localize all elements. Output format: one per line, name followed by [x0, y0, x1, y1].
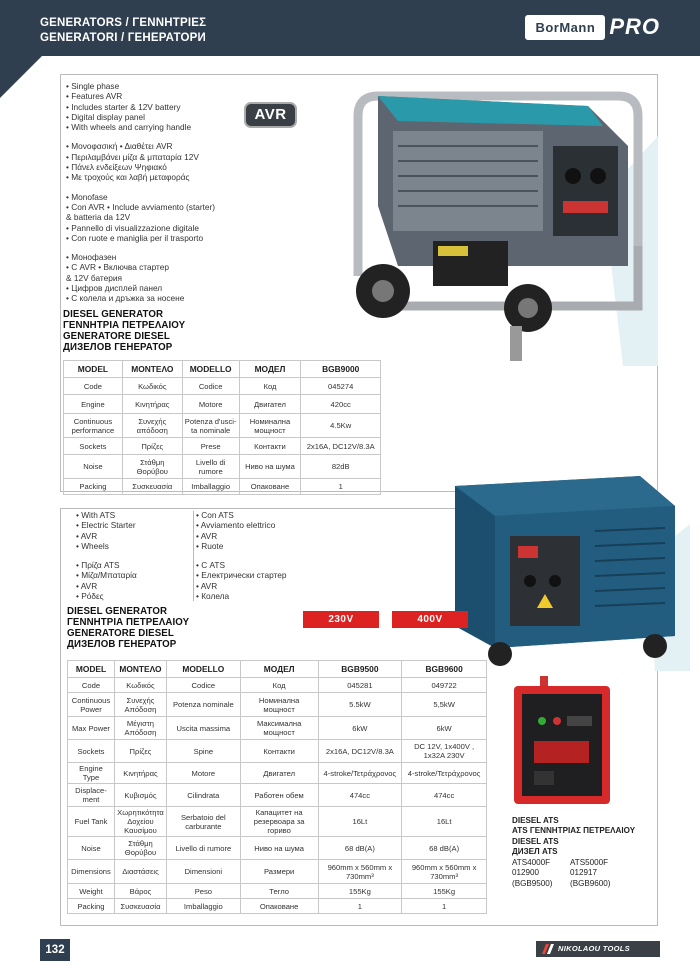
cell: Dimensions	[68, 860, 115, 884]
bormann-pro-logo	[525, 14, 660, 40]
cell: 6kW	[402, 717, 487, 740]
feature2-l-5: • Πρίζα ATS	[76, 560, 120, 571]
cell: Cilindrata	[166, 784, 240, 807]
cell: Continuous Power	[68, 693, 115, 717]
cell: Spine	[166, 740, 240, 763]
ats-model-1	[512, 858, 570, 889]
product2-title-it: GENERATORE DIESEL	[67, 628, 174, 639]
cell: DC 12V, 1x400V , 1x32A 230V	[402, 740, 487, 763]
feature2-l-6: • Μίζα/Μπαταρία	[76, 570, 137, 581]
feature-it-2: & batteria da 12V	[66, 212, 131, 223]
col-bgb9500: BGB9500	[318, 661, 402, 678]
cell: 6kW	[318, 717, 402, 740]
table-row	[68, 740, 487, 763]
cell: Engine Type	[68, 763, 115, 784]
cell: 049722	[402, 678, 487, 693]
feature-bg-0: • Монофазен	[66, 252, 117, 263]
feature2-r-1: • Avviamento elettrico	[196, 520, 276, 531]
cell: Πρίζες	[114, 740, 166, 763]
cell: Sockets	[68, 740, 115, 763]
cell: Livello di rumore	[182, 455, 239, 479]
cell: 4-stroke/Τετράχρονος	[318, 763, 402, 784]
feature-gr-2: • Πάνελ ενδείξεων Ψηφιακό	[66, 162, 167, 173]
col-bgb9600: BGB9600	[402, 661, 487, 678]
cell: Опаковане	[239, 479, 301, 495]
cell: Displace-ment	[68, 784, 115, 807]
nikolaou-logo-icon	[542, 944, 554, 954]
cell: Κωδικός	[114, 678, 166, 693]
table-row	[64, 378, 381, 395]
feature2-r-6: • Електрически стартер	[196, 570, 287, 581]
cell: Βάρος	[114, 884, 166, 899]
footer-brand: NIKOLAOU TOOLS	[558, 944, 630, 953]
table-row	[68, 763, 487, 784]
cell: 1	[402, 899, 487, 914]
cell: Κινητήρας	[122, 395, 182, 414]
product1-title-en: DIESEL GENERATOR	[63, 309, 164, 320]
feature2-r-3: • Ruote	[196, 540, 224, 551]
cell: 155Kg	[402, 884, 487, 899]
cell: 474cc	[318, 784, 402, 807]
spec-header-row	[68, 661, 487, 678]
feature2-l-1: • Electric Starter	[76, 520, 136, 531]
cell: 5,5kW	[402, 693, 487, 717]
table-row	[64, 414, 381, 438]
cell: 2x16A, DC12V/8.3A	[318, 740, 402, 763]
col-it: MODELLO	[182, 361, 239, 378]
cell: Στάθμη Θορύβου	[122, 455, 182, 479]
ats-model-1-name: ATS4000F	[512, 858, 551, 868]
feature2-l-8: • Ρόδες	[76, 591, 104, 602]
ats-model-2-name: ATS5000F	[570, 858, 609, 868]
cell: Тегло	[240, 884, 318, 899]
cell: 045274	[301, 378, 381, 395]
ats-model-1-for: (BGB9500)	[512, 878, 553, 888]
cell: Code	[64, 378, 123, 395]
cell: Imballaggio	[182, 479, 239, 495]
ats-model-1-code: 012900	[512, 868, 540, 878]
cell: Packing	[64, 479, 123, 495]
cell: Συσκευασία	[114, 899, 166, 914]
cell: Στάθμη Θορύβου	[114, 837, 166, 860]
feature-gr-0: • Μονοφασική • Διαθέτει AVR	[66, 141, 173, 152]
col-bg: МОДЕЛ	[239, 361, 301, 378]
ats-model-2	[570, 858, 628, 889]
table-row	[68, 807, 487, 837]
cell: Работен обем	[240, 784, 318, 807]
ats-info	[512, 816, 635, 889]
col-model: MODEL	[64, 361, 123, 378]
voltage-230v-tab[interactable]: 230V	[303, 611, 379, 628]
ats-model-2-code: 012917	[570, 868, 598, 878]
col-bgb9000: BGB9000	[301, 361, 381, 378]
page-number: 132	[40, 939, 70, 961]
feature2-l-2: • AVR	[76, 530, 98, 541]
ats-panel-image	[512, 676, 612, 806]
feature-en-0: • Single phase	[66, 81, 120, 91]
spec-header-row	[64, 361, 381, 378]
col-model: MODEL	[68, 661, 115, 678]
cell: 68 dB(A)	[402, 837, 487, 860]
cell: Serbatoio del carburante	[166, 807, 240, 837]
cell: Continuous performance	[64, 414, 123, 438]
feature-it-1: • Con AVR • Include avviamento (starter)	[66, 201, 216, 212]
cell: Uscita massima	[166, 717, 240, 740]
cell: 68 dB(A)	[318, 837, 402, 860]
cell: 1	[301, 479, 381, 495]
feature-it-0: • Monofase	[66, 191, 108, 202]
cell: 2x16A, DC12V/8.3A	[301, 438, 381, 455]
cell: Размери	[240, 860, 318, 884]
table-row	[68, 693, 487, 717]
cell: 1	[318, 899, 402, 914]
cell: Χωρητικότητα Δοχείου Καυσίμου	[114, 807, 166, 837]
cell: Fuel Tank	[68, 807, 115, 837]
cell: Weight	[68, 884, 115, 899]
generator-bgb9500-image	[450, 476, 690, 671]
feature-gr-3: • Με τροχούς και λαβή μεταφοράς	[66, 172, 190, 183]
feature-bg-3: • Цифров дисплей панел	[66, 283, 163, 294]
cell: Imballaggio	[166, 899, 240, 914]
cell: Συσκευασία	[122, 479, 182, 495]
feature-bg-2: & 12V батерия	[66, 272, 122, 283]
cell: Двигател	[240, 763, 318, 784]
cell: Noise	[64, 455, 123, 479]
logo-pro: PRO	[609, 14, 660, 39]
generator-bgb9000-image	[338, 76, 658, 366]
voltage-400v-tab[interactable]: 400V	[392, 611, 468, 628]
cell: Sockets	[64, 438, 123, 455]
col-gr: ΜΟΝΤΕΛΟ	[114, 661, 166, 678]
feature-it-4: • Con ruote e maniglia per il trasporto	[66, 232, 204, 243]
table-row	[68, 837, 487, 860]
cell: 045281	[318, 678, 402, 693]
cell: Motore	[166, 763, 240, 784]
table-row	[64, 395, 381, 414]
cell: Dimensioni	[166, 860, 240, 884]
feature2-l-3: • Wheels	[76, 540, 109, 551]
feature2-r-2: • AVR	[196, 530, 218, 541]
cell: Engine	[64, 395, 123, 414]
product1-title-bg: ДИЗЕЛОВ ГЕНЕРАТОР	[63, 342, 173, 353]
cell: Код	[239, 378, 301, 395]
ats-title-it: DIESEL ATS	[512, 836, 559, 846]
product2-title-en: DIESEL GENERATOR	[67, 606, 168, 617]
cell: Potenza d'usci-ta nominale	[182, 414, 239, 438]
product2-features-right	[196, 510, 286, 601]
table-row	[68, 784, 487, 807]
cell: Peso	[166, 884, 240, 899]
feature2-l-0: • With ATS	[76, 510, 116, 520]
table-row	[68, 717, 487, 740]
feature-en-4: • With wheels and carrying handle	[66, 122, 192, 133]
feature-bg-1: • С AVR • Включва стартер	[66, 262, 169, 273]
feature-en-1: • Features AVR	[66, 91, 123, 102]
cell: Potenza nominale	[166, 693, 240, 717]
product1-title	[63, 309, 185, 353]
table-row	[68, 884, 487, 899]
cell: 155Kg	[318, 884, 402, 899]
cell: Συνεχής Απόδοση	[114, 693, 166, 717]
cell: Ниво на шума	[240, 837, 318, 860]
feature2-r-0: • Con ATS	[196, 510, 234, 520]
cell: Κυβισμός	[114, 784, 166, 807]
cell: 16Lt	[318, 807, 402, 837]
header-title-line2: GENERATORI / ГЕНЕРАТОРИ	[40, 32, 206, 44]
cell: 4-stroke/Τετράχρονος	[402, 763, 487, 784]
cell: Контакти	[240, 740, 318, 763]
cell: Συνεχής απόδοση	[122, 414, 182, 438]
cell: Двигател	[239, 395, 301, 414]
product2-title	[67, 606, 189, 650]
cell: Μέγιστη Απόδοση	[114, 717, 166, 740]
cell: Код	[240, 678, 318, 693]
cell: Codice	[182, 378, 239, 395]
product2-features-left	[76, 510, 137, 601]
ats-title-gr: ATS ΓΕΝΝΗΤΡΙΑΣ ΠΕΤΡΕΛΑΙΟΥ	[512, 826, 636, 836]
table-row	[68, 860, 487, 884]
feature-gr-1: • Περιλαμβάνει μίζα & μπαταρία 12V	[66, 151, 199, 162]
cell: Κωδικός	[122, 378, 182, 395]
cell: Номинална мощност	[240, 693, 318, 717]
product1-spec-table	[63, 360, 381, 495]
cell: Капацитет на резервоара за гориво	[240, 807, 318, 837]
product1-title-gr: ΓΕΝΝΗΤΡΙΑ ΠΕΤΡΕΛΑΙΟΥ	[63, 320, 186, 331]
product2-title-bg: ДИЗЕЛОВ ГЕНЕРАТОР	[67, 639, 177, 650]
logo-brand: BorMann	[525, 15, 605, 40]
table-row	[68, 678, 487, 693]
cell: Номинална мощност	[239, 414, 301, 438]
cell: Packing	[68, 899, 115, 914]
cell: Контакти	[239, 438, 301, 455]
cell: 960mm x 560mm x 730mm³	[318, 860, 402, 884]
table-row	[64, 455, 381, 479]
cell: Максимална мощност	[240, 717, 318, 740]
cell: 474cc	[402, 784, 487, 807]
product1-title-it: GENERATORE DIESEL	[63, 331, 170, 342]
feature-it-3: • Pannello di visualizzazione digitale	[66, 222, 199, 233]
feature2-l-7: • AVR	[76, 580, 98, 591]
table-row	[64, 479, 381, 495]
header-title-line1: GENERATORS / ΓΕΝΝΗΤΡΙΕΣ	[40, 17, 207, 29]
product1-features	[66, 81, 215, 304]
feature-divider	[193, 511, 194, 601]
ats-models	[512, 858, 635, 889]
cell: Noise	[68, 837, 115, 860]
table-row	[64, 438, 381, 455]
col-it: MODELLO	[166, 661, 240, 678]
cell: 420cc	[301, 395, 381, 414]
page-header	[0, 0, 700, 56]
cell: 82dB	[301, 455, 381, 479]
product2-title-gr: ΓΕΝΝΗΤΡΙΑ ΠΕΤΡΕΛΑΙΟΥ	[67, 617, 190, 628]
cell: Ниво на шума	[239, 455, 301, 479]
cell: Κινητήρας	[114, 763, 166, 784]
col-bg: МОДЕЛ	[240, 661, 318, 678]
ats-title-en: DIESEL ATS	[512, 816, 559, 825]
feature-en-2: • Includes starter & 12V battery	[66, 101, 181, 112]
header-notch	[0, 56, 42, 98]
cell: 4.5Kw	[301, 414, 381, 438]
feature2-r-8: • Колела	[196, 591, 230, 602]
feature2-r-7: • AVR	[196, 580, 218, 591]
col-gr: ΜΟΝΤΕΛΟ	[122, 361, 182, 378]
table-row	[68, 899, 487, 914]
cell: Διαστάσεις	[114, 860, 166, 884]
avr-badge: AVR	[244, 102, 297, 128]
feature-en-3: • Digital display panel	[66, 111, 146, 122]
cell: 16Lt	[402, 807, 487, 837]
cell: Livello di rumore	[166, 837, 240, 860]
feature2-r-5: • С ATS	[196, 560, 226, 571]
ats-title-bg: ДИЗЕЛ ATS	[512, 846, 558, 856]
nikolaou-tools-logo	[536, 941, 660, 957]
product2-spec-table	[67, 660, 487, 914]
cell: Πρίζες	[122, 438, 182, 455]
cell: Code	[68, 678, 115, 693]
cell: Prese	[182, 438, 239, 455]
cell: 960mm x 560mm x 730mm³	[402, 860, 487, 884]
cell: Max Power	[68, 717, 115, 740]
ats-model-2-for: (BGB9600)	[570, 878, 611, 888]
feature-bg-4: • С колела и дръжка за носене	[66, 293, 185, 304]
cell: Опаковане	[240, 899, 318, 914]
cell: 5.5kW	[318, 693, 402, 717]
cell: Codice	[166, 678, 240, 693]
cell: Motore	[182, 395, 239, 414]
